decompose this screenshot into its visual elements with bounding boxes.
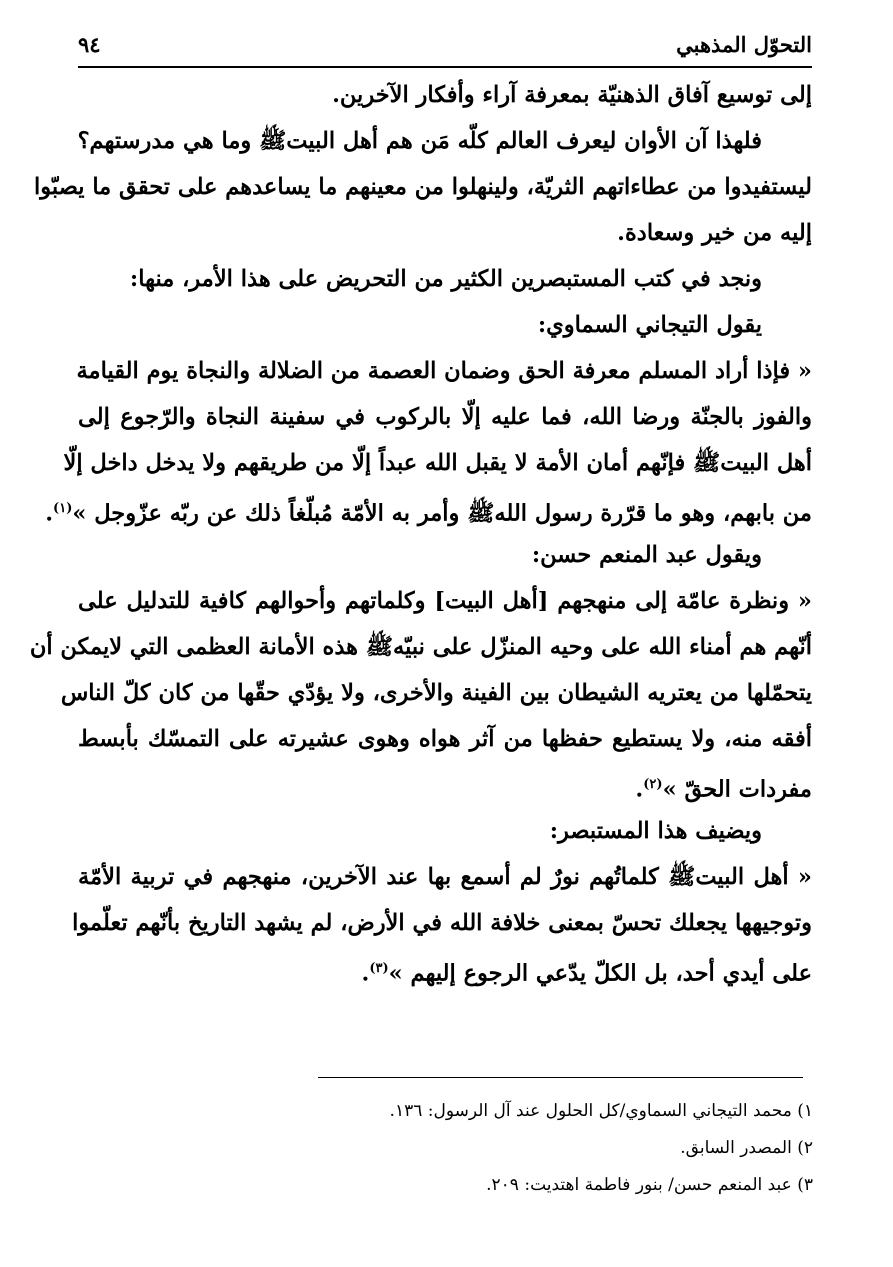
text-line-3: ليستفيدوا من عطاءاتهم الثريّة، ولينهلوا من معينهم ما يساعدهم على تحقق ما يصبّوا <box>34 174 812 200</box>
text-line-8: والفوز بالجنّة ورضا الله، فما عليه إلّا بالركوب في سفينة النجاة والرّجوع إلى <box>78 404 812 430</box>
text-line-7: « فإذا أراد المسلم معرفة الحق وضمان العصمة من الضلالة والنجاة يوم القيامة <box>76 358 812 384</box>
running-title: التحوّل المذهبي <box>676 32 812 57</box>
text-line-5: ونجد في كتب المستبصرين الكثير من التحريض على هذا الأمر، منها: <box>129 266 762 292</box>
text-line-14: يتحمّلها من يعتريه الشيطان بين الفينة والأخرى، ولا يؤدّي حقّها من كان كلّ الناس <box>60 680 812 706</box>
text-line-6: يقول التيجاني السماوي: <box>537 312 762 338</box>
footnote-ref-1: (١) <box>53 501 73 516</box>
footnote-ref-2: (٢) <box>643 777 663 792</box>
text-line-11: ويقول عبد المنعم حسن: <box>531 542 762 568</box>
footnote-1: ١) محمد التيجاني السماوي/كل الحلول عند آل الرسول: ١٣٦. <box>389 1101 813 1121</box>
text-line-4: إليه من خير وسعادة. <box>617 220 812 246</box>
text-line-9: أهل البيتﷺ فإنّهم أمان الأمة لا يقبل الله عبداً إلّا من طريقهم ولا يدخل داخل إلّا <box>63 450 812 476</box>
text-line-18: « أهل البيتﷺ كلماتُهم نورٌ لم أسمع بها عند الآخرين، منهجهم في تربية الأمّة <box>78 864 812 890</box>
text-line-19: وتوجيهها يجعلك تحسّ بمعنى خلافة الله في الأرض، لم يشهد التاريخ بأنّهم تعلّموا <box>72 910 812 936</box>
text-line-1: إلى توسيع آفاق الذهنيّة بمعرفة آراء وأفكار الآخرين. <box>332 82 812 108</box>
page-number: ٩٤ <box>78 32 101 57</box>
text-line-2: فلهذا آن الأوان ليعرف العالم كلّه مَن هم أهل البيتﷺ وما هي مدرستهم؟ <box>77 128 762 154</box>
page-header <box>78 28 812 68</box>
text-line-16 <box>78 772 812 818</box>
quote-1-end: من بابهم، وهو ما قرّرة رسول اللهﷺ وأمر به الأمّة مُبلّغاً ذلك عن ربّه عزّوجل » <box>72 500 812 527</box>
footnote-2: ٢) المصدر السابق. <box>680 1138 813 1158</box>
footnote-ref-3: (٣) <box>369 961 389 976</box>
end-dot-1: . <box>45 500 54 527</box>
footnote-3: ٣) عبد المنعم حسن/ بنور فاطمة اهتديت: ٢٠٩. <box>486 1175 813 1195</box>
end-dot-3: . <box>361 960 370 987</box>
body-text <box>29 82 812 1002</box>
footnote-separator <box>318 1077 803 1078</box>
text-line-17: ويضيف هذا المستبصر: <box>549 818 762 844</box>
text-line-15: أفقه منه، ولا يستطيع حفظها من آثر هواه وهوى عشيرته على التمسّك بأبسط <box>78 726 812 752</box>
quote-2-end: مفردات الحقّ » <box>662 776 812 803</box>
end-dot-2: . <box>635 776 644 803</box>
text-line-13: أنّهم هم أمناء الله على وحيه المنزّل على نبيّهﷺ هذه الأمانة العظمى التي لايمكن أن <box>29 634 812 660</box>
quote-3-end: على أيدي أحد، بل الكلّ يدّعي الرجوع إليهم » <box>388 960 812 987</box>
text-line-12: « ونظرة عامّة إلى منهجهم [أهل البيت] وكلماتهم وأحوالهم كافية للتدليل على <box>78 588 812 614</box>
text-line-10 <box>45 496 812 542</box>
footnotes <box>213 1098 813 1209</box>
text-line-20 <box>78 956 812 1002</box>
